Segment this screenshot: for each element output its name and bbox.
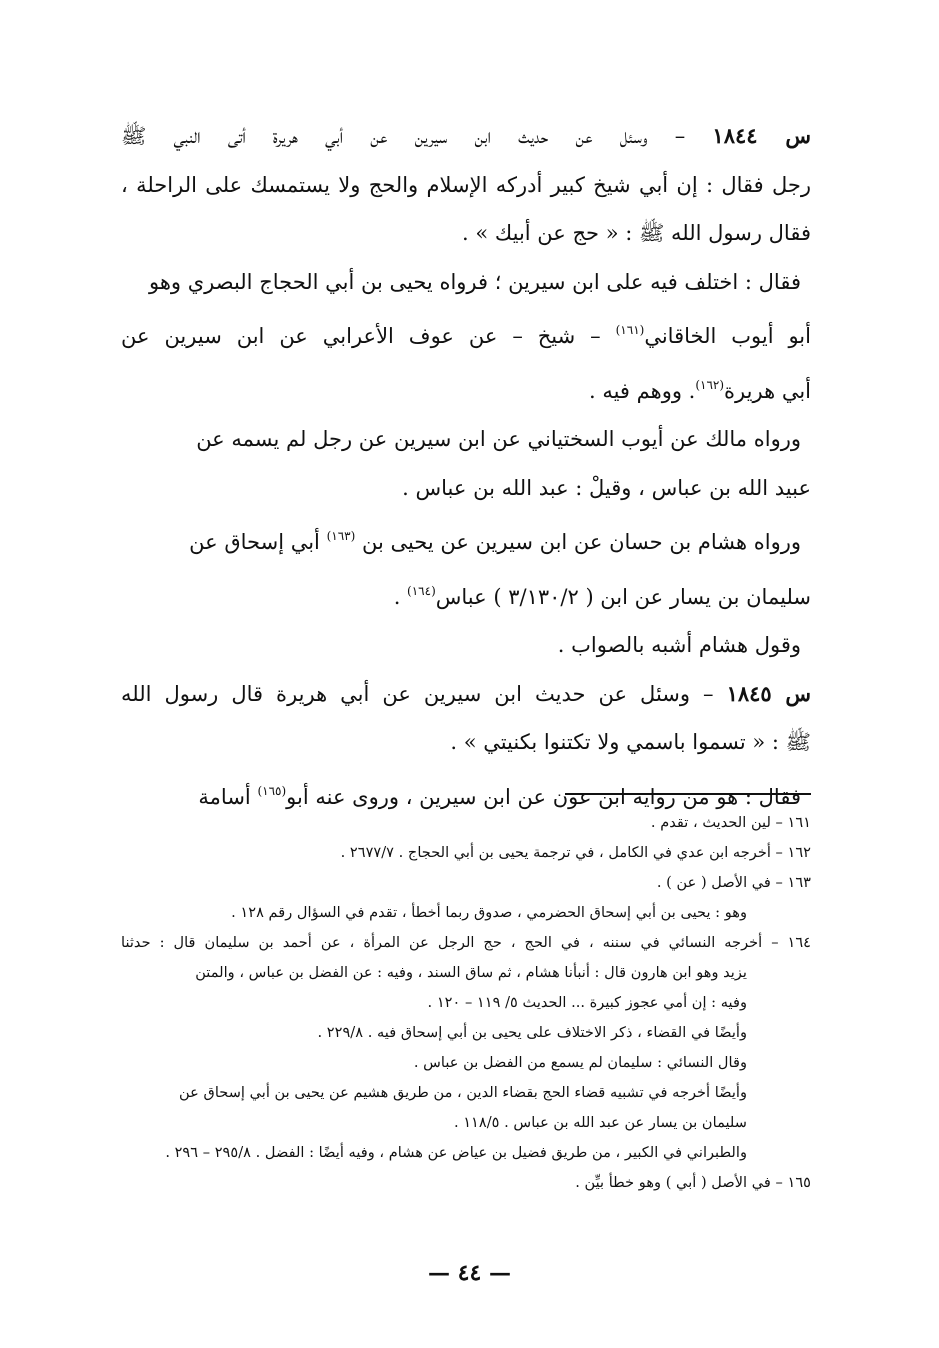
footnote-line: سليمان بن يسار عن عبد الله بن عباس . ١١٨/٥ . xyxy=(453,1114,747,1131)
footnote-line: ١٦٣ – في الأصل ( عن ) . xyxy=(656,874,811,891)
line-text: أبو أيوب الخاقاني xyxy=(644,324,811,348)
line-text: سليمان بن يسار عن ابن ( ٣/١٣٠/٢ ) عباس xyxy=(435,584,811,609)
text-line: فقال : اختلف فيه على ابن سيرين ؛ فرواه يحيى بن أبي الحجاج البصري وهو xyxy=(148,269,801,294)
footnote-line: والطبراني في الكبير ، من طريق فضيل بن عياض عن هشام ، وفيه أيضًا : الفضل . ٢٩٥/٨ – ٢٩٦ . xyxy=(165,1144,747,1161)
footnote-line: وأيضًا في القضاء ، ذكر الاختلاف على يحيى بن أبي إسحاق فيه . ٢٢٩/٨ . xyxy=(317,1024,747,1041)
footnote-marker: (١٦١) xyxy=(615,323,645,337)
footnote-line: ١٦٥ – في الأصل ( أبي ) وهو خطأ بيِّن . xyxy=(575,1174,811,1191)
footnote-marker: (١٦٣) xyxy=(326,529,356,543)
text-line xyxy=(121,361,811,416)
text-line: وقول هشام أشبه بالصواب . xyxy=(557,633,801,657)
question-text: – وسئل عن حديث ابن سيرين عن أبي هريرة أتى النبي ﷺ xyxy=(121,124,713,148)
question-number: س ١٨٤٤ xyxy=(712,123,811,148)
text-line: ﷺ : « تسموا باسمي ولا تكتنوا بكنيتي » . xyxy=(450,730,811,754)
main-text xyxy=(121,112,811,821)
line-text: – شيخ – عن عوف الأعرابي عن ابن سيرين عن xyxy=(121,324,616,348)
text-line xyxy=(121,112,811,161)
footnote-line: وهو : يحيى بن أبي إسحاق الحضرمي ، صدوق ربما أخطأ ، تقدم في السؤال رقم ١٢٨ . xyxy=(231,904,747,921)
footnote-line: يزيد وهو ابن هارون قال : أنبأنا هشام ، ثم ساق السند ، وفيه : عن الفضل بن عباس ، والمتن xyxy=(195,964,747,981)
line-text: أبي هريرة xyxy=(724,378,811,403)
text-line: عبيد الله بن عباس ، وقيلْ : عبد الله بن عباس . xyxy=(402,475,811,500)
footnote-line: وقال النسائي : سليمان لم يسمع من الفضل بن عباس . xyxy=(413,1054,747,1071)
footnote-marker: (١٦٢) xyxy=(695,377,725,392)
question-number: س ١٨٤٥ xyxy=(726,680,811,706)
text-line xyxy=(121,512,811,567)
footnote-line: ١٦٢ – أخرجه ابن عدي في الكامل ، في ترجمة يحيى بن أبي الحجاج . ٢٦٧٧/٧ . xyxy=(340,844,811,861)
footnote-line: ١٦٤ – أخرجه النسائي في سننه ، في الحج ، حج الرجل عن المرأة ، عن أحمد بن سليمان قال : حدثنا xyxy=(121,934,811,951)
footnote-marker: (١٦٤) xyxy=(407,583,436,598)
text-line xyxy=(121,670,811,719)
footnote-line: ١٦١ – لين الحديث ، تقدم . xyxy=(650,814,811,831)
text-line: رجل فقال : إن أبي شيخ كبير أدركه الإسلام والحج ولا يستمسك على الراحلة ، xyxy=(121,172,811,197)
line-text: . ووهم فيه . xyxy=(588,378,696,403)
text-line xyxy=(121,306,811,361)
footnote-marker: (١٦٥) xyxy=(257,783,287,798)
text-line: فقال رسول الله ﷺ : « حج عن أبيك » . xyxy=(462,221,811,245)
line-text: . xyxy=(393,584,408,609)
line-text: أبي إسحاق عن xyxy=(189,530,327,554)
line-text: أسامة xyxy=(198,784,258,809)
footnotes xyxy=(121,808,811,1198)
page-number: — ٤٤ — xyxy=(428,1260,511,1286)
text-line xyxy=(121,567,811,622)
question-text: – وسئل عن حديث ابن سيرين عن أبي هريرة قال رسول الله xyxy=(121,681,727,706)
text-line: ورواه مالك عن أيوب السختياني عن ابن سيرين عن رجل لم يسمه عن xyxy=(196,427,801,451)
line-text: فقال : هو من رواية ابن عون عن ابن سيرين ، وروى عنه أبو xyxy=(286,784,801,809)
footnote-separator xyxy=(565,793,811,795)
line-text: ورواه هشام بن حسان عن ابن سيرين عن يحيى بن xyxy=(355,530,801,554)
footnote-line: وفيه : إن أمي عجوز كبيرة ... الحديث ٥/ ١١٩ – ١٢٠ . xyxy=(427,994,747,1011)
footnote-line: وأيضًا أخرجه في تشبيه قضاء الحج بقضاء الدين ، من طريق هشيم عن يحيى بن أبي إسحاق عن xyxy=(179,1084,747,1101)
